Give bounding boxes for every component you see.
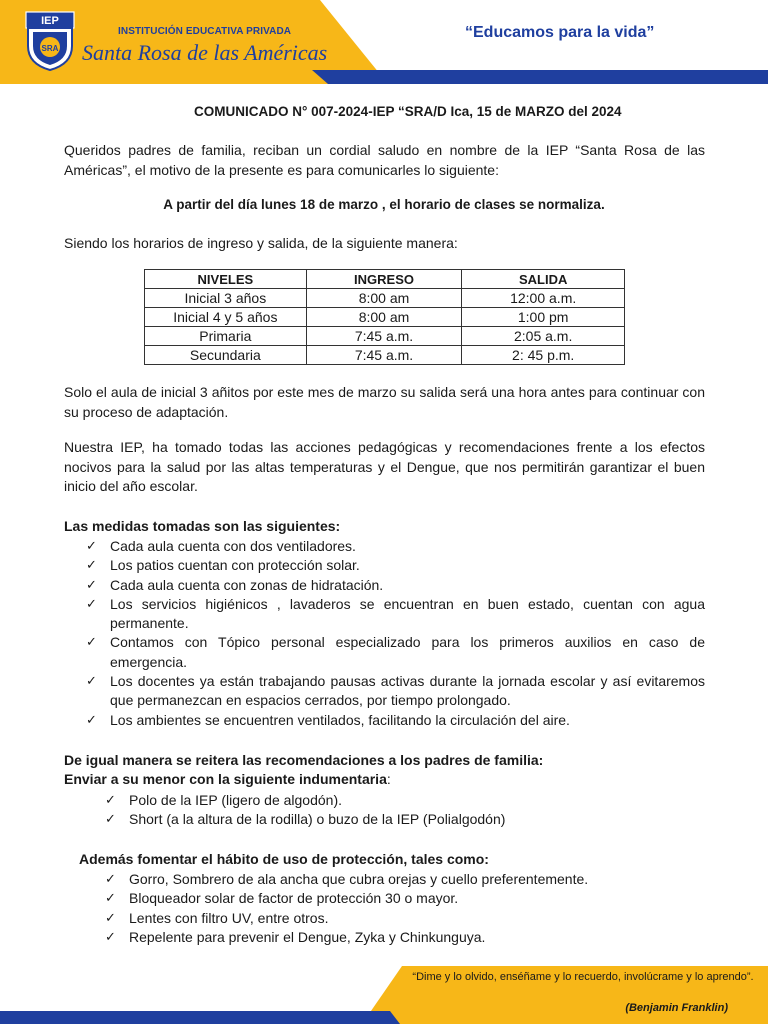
schedule-intro: Siendo los horarios de ingreso y salida, de la siguiente manera: <box>64 235 458 251</box>
table-header-row <box>145 270 625 289</box>
list-item-text: Short (a la altura de la rodilla) o buzo de la IEP (Polialgodón) <box>129 811 506 828</box>
protection-list <box>105 870 705 947</box>
table-cell: 12:00 a.m. <box>462 289 625 308</box>
measures-heading: Las medidas tomadas son las siguientes: <box>64 518 341 534</box>
list-item <box>105 870 705 889</box>
check-icon: ✓ <box>86 558 97 574</box>
table-cell: 2: 45 p.m. <box>462 346 625 365</box>
check-icon: ✓ <box>86 712 97 728</box>
table-row <box>145 308 625 327</box>
logo-iep-text: IEP <box>41 15 59 27</box>
list-item-text: Los servicios higiénicos , lavaderos se encuentran en buen estado, cuentan con agua permanente. <box>110 595 705 632</box>
check-icon: ✓ <box>105 793 116 808</box>
recommendations-heading: De igual manera se reitera las recomendaciones a los padres de familia: <box>64 752 544 768</box>
clothing-heading <box>64 771 391 787</box>
list-item <box>86 595 705 634</box>
check-icon: ✓ <box>86 596 97 612</box>
list-item <box>86 633 705 672</box>
footer-blue-band <box>0 1011 400 1024</box>
list-item <box>86 672 705 711</box>
table-cell: 2:05 a.m. <box>462 327 625 346</box>
document-title: COMUNICADO N° 007-2024-IEP “SRA/D Ica, 15 de MARZO del 2024 <box>194 104 622 119</box>
table-cell: 7:45 a.m. <box>306 346 462 365</box>
check-icon: ✓ <box>86 539 97 554</box>
header-blue-band <box>312 70 768 84</box>
check-icon: ✓ <box>86 577 97 593</box>
list-item <box>86 711 705 730</box>
list-item-text: Cada aula cuenta con zonas de hidratación. <box>110 576 384 593</box>
check-icon: ✓ <box>105 910 116 926</box>
table-cell: Inicial 4 y 5 años <box>145 308 307 327</box>
footer-quote: “Dime y lo olvido, enséñame y lo recuerdo, involúcrame y lo aprendo”. <box>412 971 754 983</box>
table-cell: 1:00 pm <box>462 308 625 327</box>
check-icon: ✓ <box>86 635 97 651</box>
check-icon: ✓ <box>105 891 116 907</box>
announcement: A partir del día lunes 18 de marzo , el horario de clases se normaliza. <box>163 197 605 212</box>
check-icon: ✓ <box>105 872 116 887</box>
column-header: NIVELES <box>145 270 307 289</box>
list-item-text: Lentes con filtro UV, entre otros. <box>129 909 329 926</box>
iep-note-paragraph: Nuestra IEP, ha tomado todas las acciones pedagógicas y recomendaciones frente a los efectos nocivos para la salud por las altas temperaturas y el Dengue, que nos permitirán garantizar el buen inicio del año escolar. <box>64 439 705 494</box>
clothing-heading-text: Enviar a su menor con la siguiente indumentaria <box>64 771 387 787</box>
clothing-heading-colon: : <box>386 771 391 787</box>
table-cell: 7:45 a.m. <box>306 327 462 346</box>
list-item-text: Contamos con Tópico personal especializado para los primeros auxilios en caso de emergencia. <box>110 634 705 670</box>
list-item-text: Los patios cuentan con protección solar. <box>110 557 360 574</box>
list-item-text: Repelente para prevenir el Dengue, Zyka y Chinkunguya. <box>129 928 486 945</box>
list-item <box>105 810 705 829</box>
list-item-text: Bloqueador solar de factor de protección 30 o mayor. <box>129 890 459 907</box>
check-icon: ✓ <box>105 929 116 945</box>
table-row <box>145 327 625 346</box>
table-row <box>145 346 625 365</box>
list-item-text: Polo de la IEP (ligero de algodón). <box>129 792 342 808</box>
table-cell: Primaria <box>145 327 307 346</box>
schedule-table <box>144 269 625 365</box>
list-item <box>86 556 705 575</box>
clothing-list <box>105 791 705 830</box>
table-cell: Inicial 3 años <box>145 289 307 308</box>
institution-label: INSTITUCIÓN EDUCATIVA PRIVADA <box>118 26 292 37</box>
check-icon: ✓ <box>86 674 97 690</box>
list-item <box>105 889 705 908</box>
page-header <box>0 0 768 88</box>
initial-note-paragraph: Solo el aula de inicial 3 añitos por este mes de marzo su salida será una hora antes para continuar con su proceso de adaptación. <box>64 384 705 420</box>
protection-heading: Además fomentar el hábito de uso de protección, tales como: <box>79 851 489 867</box>
list-item-text: Gorro, Sombrero de ala ancha que cubra orejas y cuello preferentemente. <box>129 871 589 887</box>
list-item <box>105 909 705 928</box>
table-row <box>145 289 625 308</box>
logo-sra-text: SRA <box>41 44 59 53</box>
list-item <box>105 928 705 947</box>
greeting-paragraph: Queridos padres de familia, reciban un cordial saludo en nombre de la IEP “Santa Rosa de las Américas”, el motivo de la presente es para comunicarles lo siguiente: <box>64 142 705 178</box>
list-item-text: Los docentes ya están trabajando pausas activas durante la jornada escolar y así evitaremos que permanezcan en espacios cerrados, por tiempo prolongado. <box>110 673 705 709</box>
table-cell: 8:00 am <box>306 308 462 327</box>
table-cell: Secundaria <box>145 346 307 365</box>
table-cell: 8:00 am <box>306 289 462 308</box>
list-item <box>86 576 705 595</box>
column-header: SALIDA <box>462 270 625 289</box>
list-item-text: Los ambientes se encuentren ventilados, facilitando la circulación del aire. <box>110 711 570 728</box>
school-name: Santa Rosa de las Américas <box>82 40 328 65</box>
school-crest-icon <box>24 10 76 72</box>
check-icon: ✓ <box>105 812 116 828</box>
quote-author: (Benjamin Franklin) <box>625 1002 728 1014</box>
column-header: INGRESO <box>306 270 462 289</box>
list-item <box>105 791 705 810</box>
list-item-text: Cada aula cuenta con dos ventiladores. <box>110 538 356 554</box>
measures-list <box>86 537 705 730</box>
school-motto: “Educamos para la vida” <box>465 24 655 41</box>
list-item <box>86 537 705 556</box>
